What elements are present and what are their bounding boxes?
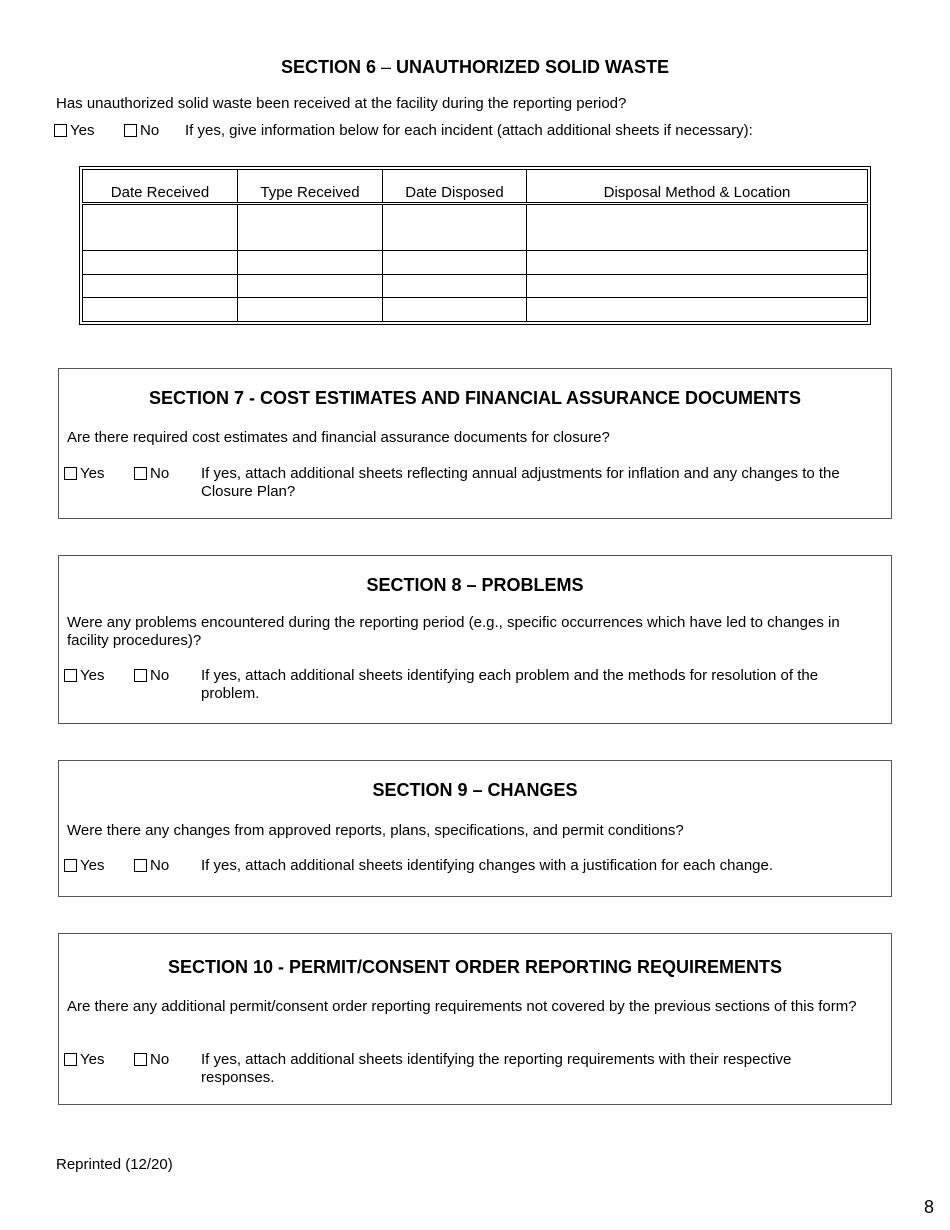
section10-answer-row — [64, 1051, 884, 1091]
section8-no-checkbox[interactable] — [134, 669, 147, 682]
table-cell[interactable] — [527, 204, 868, 251]
section9-instruction: If yes, attach additional sheets identifying changes with a justification for each change. — [201, 857, 774, 874]
section10-instruction: If yes, attach additional sheets identifying the reporting requirements with their respective responses. — [201, 1051, 792, 1086]
reprinted-date: Reprinted (12/20) — [56, 1156, 173, 1173]
incident-table — [79, 166, 871, 325]
col-header-date-disposed: Date Disposed — [383, 170, 527, 204]
table-cell[interactable] — [83, 274, 238, 298]
section9-yes-option[interactable] — [64, 857, 104, 875]
section7-no-checkbox[interactable] — [134, 467, 147, 480]
col-header-date-received: Date Received — [83, 170, 238, 204]
section8-question: Were any problems encountered during the reporting period (e.g., specific occurrences which have led to changes in facility procedures)? — [67, 614, 840, 649]
table-cell[interactable] — [383, 204, 527, 251]
section9-title: SECTION 9 – CHANGES — [372, 780, 578, 800]
table-cell[interactable] — [383, 274, 527, 298]
section9-box — [58, 760, 892, 897]
section6-question: Has unauthorized solid waste been received at the facility during the reporting period? — [56, 95, 627, 112]
table-cell[interactable] — [527, 298, 868, 322]
section6-yes-label: Yes — [70, 122, 95, 139]
section8-yes-label: Yes — [80, 667, 105, 684]
section7-title: SECTION 7 - COST ESTIMATES AND FINANCIAL ASSURANCE DOCUMENTS — [148, 388, 802, 408]
section10-yes-checkbox[interactable] — [64, 1053, 77, 1066]
section8-no-option[interactable] — [134, 667, 169, 685]
section7-answer-row — [64, 465, 884, 505]
section9-no-checkbox[interactable] — [134, 859, 147, 872]
section10-title: SECTION 10 - PERMIT/CONSENT ORDER REPORTING REQUIREMENTS — [167, 957, 783, 977]
table-row — [83, 274, 868, 298]
section10-question: Are there any additional permit/consent order reporting requirements not covered by the previous sections of this form? — [67, 998, 857, 1015]
col-header-type-received: Type Received — [238, 170, 383, 204]
section6-answer-row — [52, 122, 932, 142]
section6-title-dash: – — [381, 57, 392, 77]
col-header-disposal-method: Disposal Method & Location — [527, 170, 868, 204]
section8-no-label: No — [150, 667, 170, 684]
section7-yes-checkbox[interactable] — [64, 467, 77, 480]
section9-no-label: No — [150, 857, 170, 874]
section6-yes-checkbox[interactable] — [54, 124, 67, 137]
section6-no-option[interactable] — [124, 122, 159, 140]
table-cell[interactable] — [238, 251, 383, 275]
table-cell[interactable] — [83, 204, 238, 251]
section7-yes-label: Yes — [80, 465, 105, 482]
section7-box — [58, 368, 892, 519]
section9-yes-checkbox[interactable] — [64, 859, 77, 872]
section9-no-option[interactable] — [134, 857, 169, 875]
section7-instruction: If yes, attach additional sheets reflecting annual adjustments for inflation and any changes to the Closure Plan? — [201, 465, 840, 500]
section8-box — [58, 555, 892, 724]
section6-title — [0, 56, 950, 78]
table-cell[interactable] — [83, 251, 238, 275]
section6-yes-option[interactable] — [54, 122, 94, 140]
section6-instruction: If yes, give information below for each incident (attach additional sheets if necessary): — [185, 122, 753, 139]
section10-no-checkbox[interactable] — [134, 1053, 147, 1066]
section6-no-label: No — [140, 122, 160, 139]
section6-title-suffix: UNAUTHORIZED SOLID WASTE — [396, 57, 670, 77]
section8-yes-checkbox[interactable] — [64, 669, 77, 682]
table-cell[interactable] — [238, 274, 383, 298]
table-row — [83, 204, 868, 251]
section6-no-checkbox[interactable] — [124, 124, 137, 137]
table-row — [83, 251, 868, 275]
section7-question: Are there required cost estimates and financial assurance documents for closure? — [67, 429, 610, 446]
section10-no-label: No — [150, 1051, 170, 1068]
section7-yes-option[interactable] — [64, 465, 104, 483]
section7-no-option[interactable] — [134, 465, 169, 483]
page-number: 8 — [923, 1197, 934, 1217]
table-cell[interactable] — [527, 274, 868, 298]
section9-answer-row — [64, 857, 884, 877]
section8-answer-row — [64, 667, 884, 707]
section6-title-prefix: SECTION 6 — [280, 57, 376, 77]
table-cell[interactable] — [527, 251, 868, 275]
section9-yes-label: Yes — [80, 857, 105, 874]
table-cell[interactable] — [238, 298, 383, 322]
table-cell[interactable] — [238, 204, 383, 251]
table-row — [83, 298, 868, 322]
section8-instruction: If yes, attach additional sheets identifying each problem and the methods for resolution of the problem. — [201, 667, 819, 702]
section10-no-option[interactable] — [134, 1051, 169, 1069]
section8-title: SECTION 8 – PROBLEMS — [366, 575, 584, 595]
section8-yes-option[interactable] — [64, 667, 104, 685]
table-cell[interactable] — [383, 298, 527, 322]
section10-yes-label: Yes — [80, 1051, 105, 1068]
table-cell[interactable] — [383, 251, 527, 275]
section10-box — [58, 933, 892, 1105]
section7-no-label: No — [150, 465, 170, 482]
incident-table-header-row — [83, 170, 868, 204]
table-cell[interactable] — [83, 298, 238, 322]
section10-yes-option[interactable] — [64, 1051, 104, 1069]
section9-question: Were there any changes from approved reports, plans, specifications, and permit conditions? — [67, 822, 684, 839]
